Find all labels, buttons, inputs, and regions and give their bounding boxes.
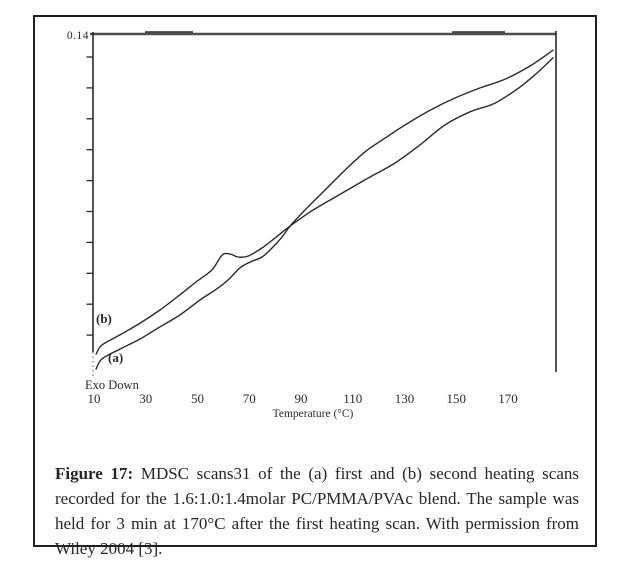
x-axis-title: Temperature (°C): [272, 408, 354, 420]
y-axis-top-tick-label: 0.14: [66, 30, 89, 42]
x-tick-label: 50: [191, 391, 204, 406]
x-tick-label: 30: [139, 391, 153, 406]
x-tick-label: 130: [394, 391, 415, 406]
curve-a-first-heating-scan: [96, 50, 553, 369]
figure-caption-label: Figure 17:: [55, 464, 134, 483]
x-tick-label: 150: [446, 391, 467, 406]
figure-caption: [55, 461, 579, 561]
curve-a-label: (a): [108, 350, 124, 365]
x-tick-label: 10: [87, 391, 101, 406]
curve-b-label: (b): [96, 311, 112, 326]
curve-b-second-heating-scan: [96, 58, 553, 354]
y-axis-minor-ticks: [87, 57, 94, 335]
x-tick-label: 110: [343, 391, 363, 406]
x-tick-label: 90: [294, 391, 308, 406]
x-tick-label: 170: [498, 391, 518, 406]
exo-down-annotation: Exo Down: [85, 378, 139, 392]
x-axis-tick-labels: [88, 391, 518, 406]
x-tick-label: 70: [242, 391, 256, 406]
figure-caption-text: MDSC scans31 of the (a) first and (b) second heating scans recorded for the 1.6:1.0:1.4molar PC/PMMA/PVAc blend. The sample was held for 3 min at 170°C after the first heating scan. With permission from Wiley 2004 [3].: [55, 464, 579, 558]
